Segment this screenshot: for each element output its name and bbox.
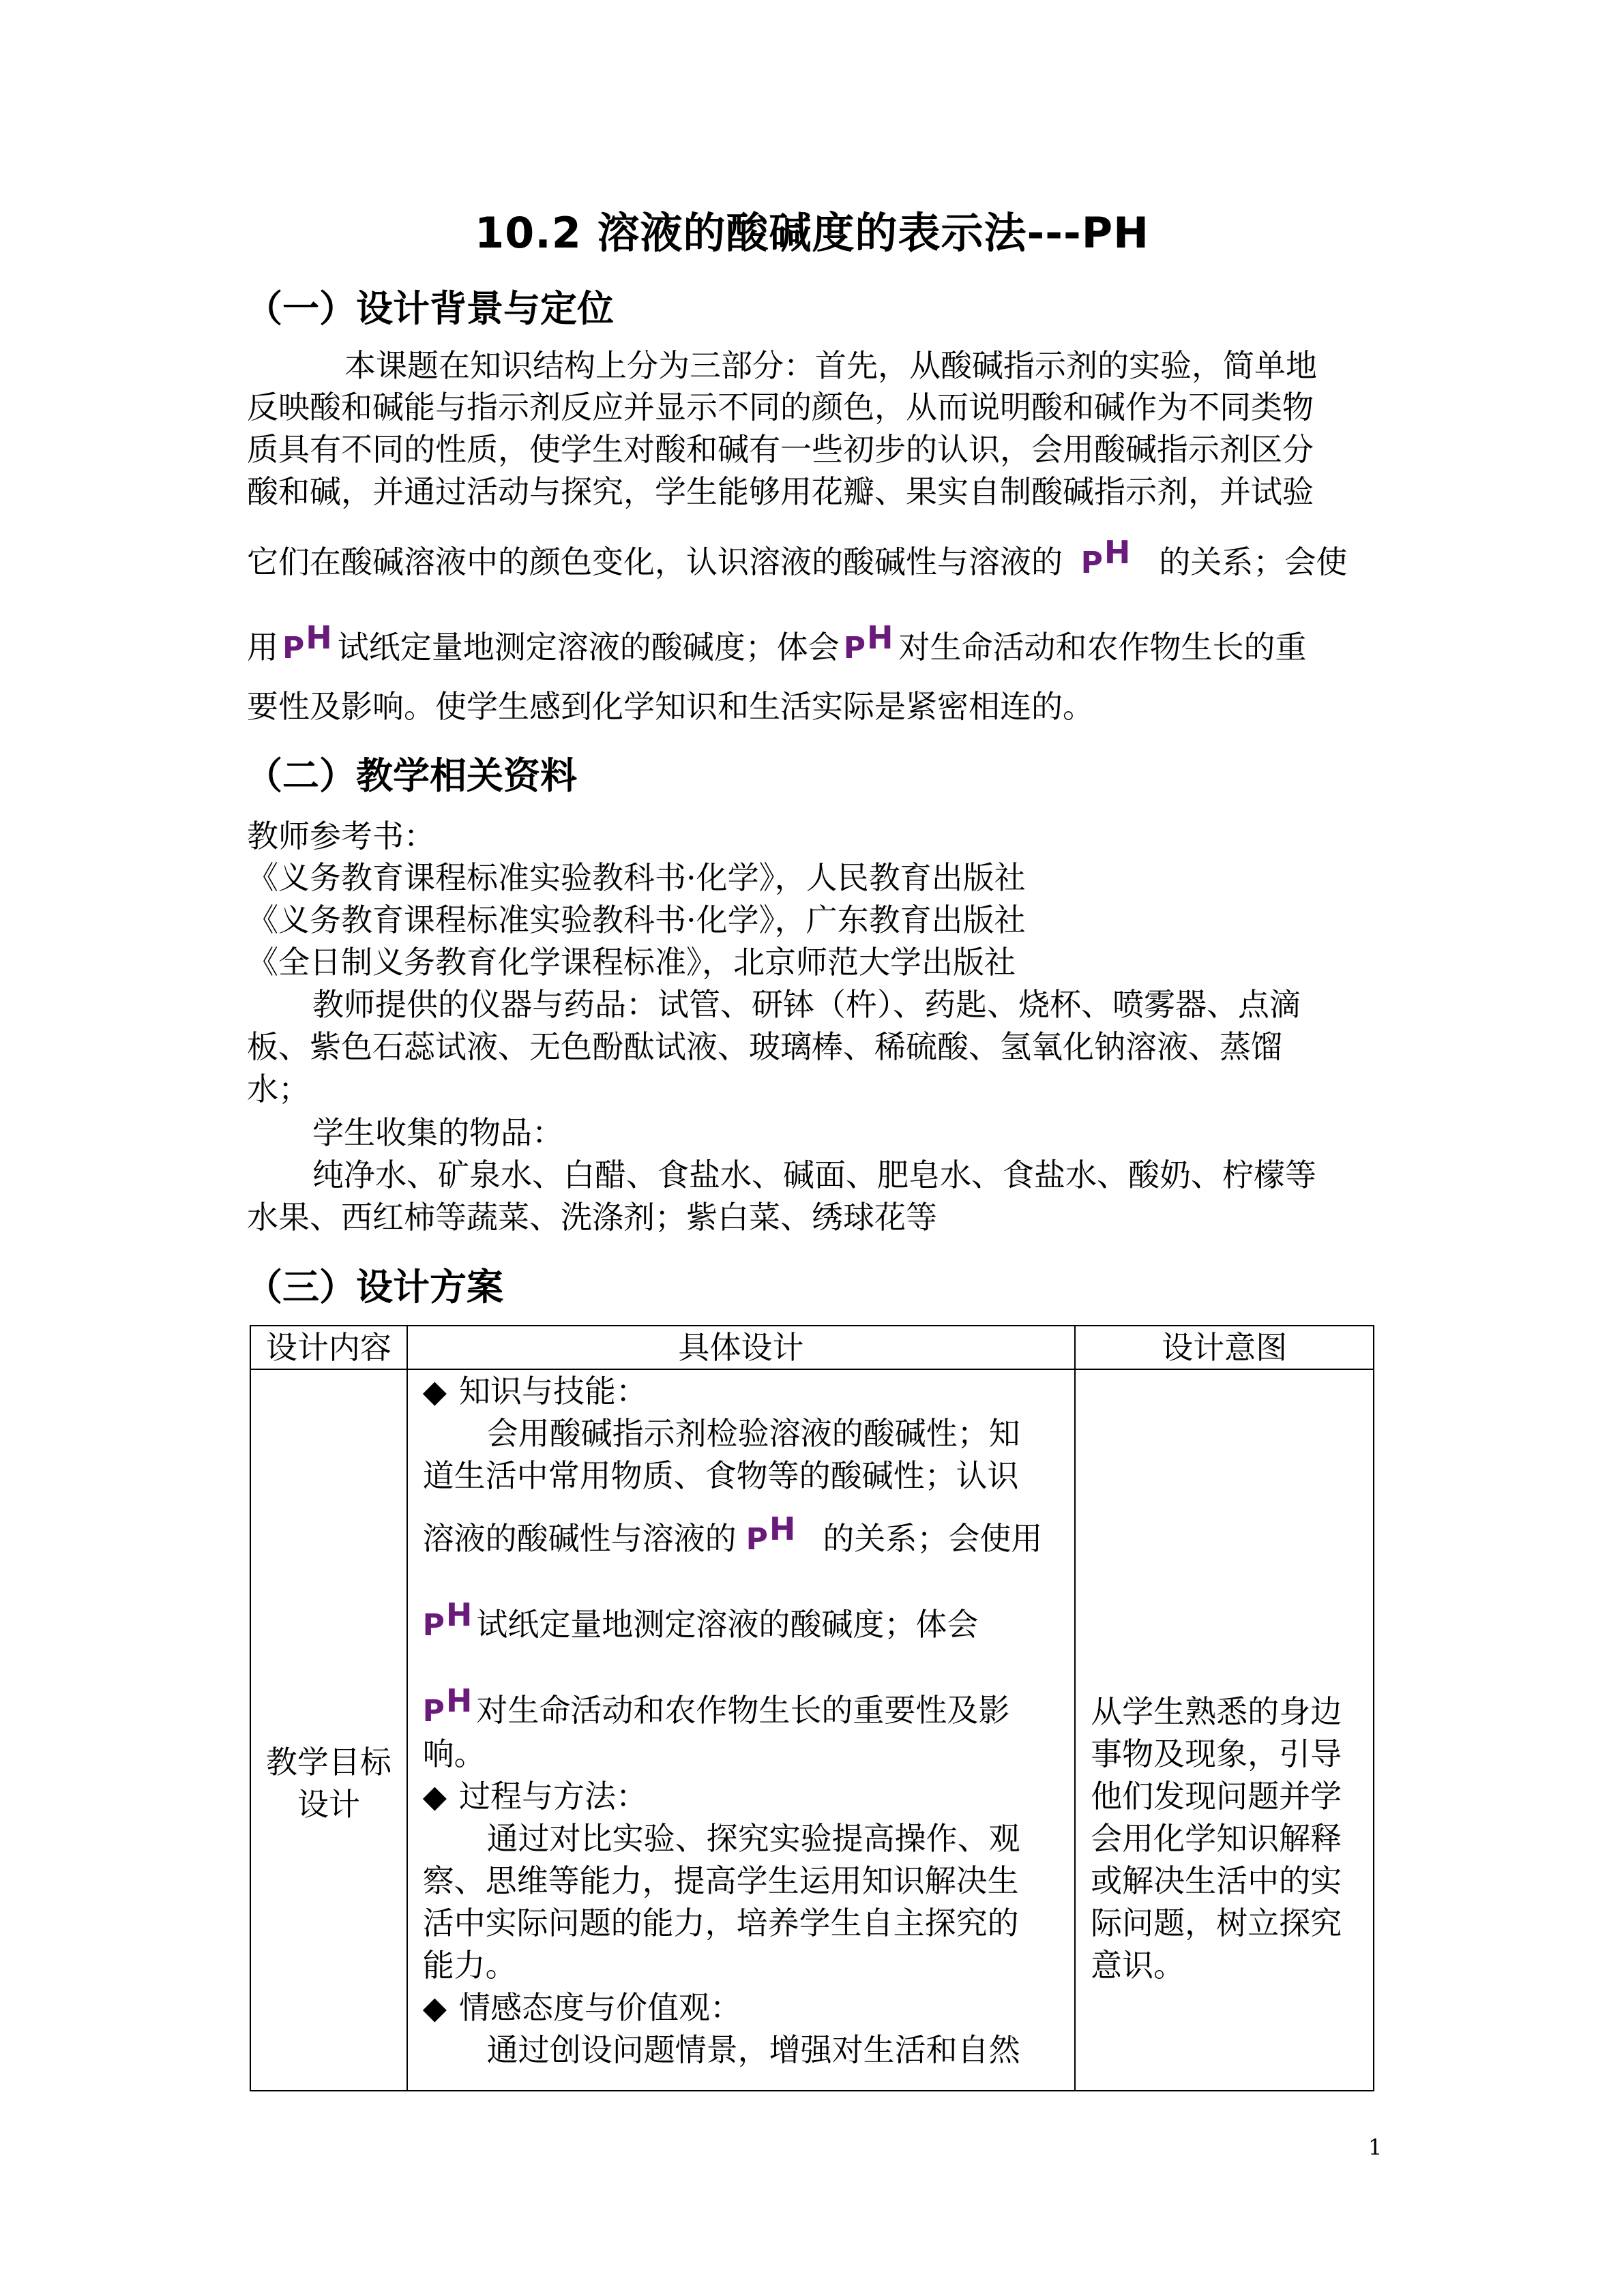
row-label-cell: [250, 1369, 407, 2091]
ph-symbol: PH: [843, 619, 894, 666]
line-text: 它们在酸碱溶液中的颜色变化，认识溶液的酸碱性与溶液的: [247, 543, 1063, 580]
bullet-item: ◆ 过程与方法：: [422, 1778, 648, 1815]
detail-line: 能力。: [422, 1947, 517, 1984]
table-row: [250, 1369, 1374, 2091]
reference-book: 《全日制义务教育化学课程标准》，北京师范大学出版社: [247, 944, 1016, 981]
bullet-item: ◆ 知识与技能：: [422, 1373, 648, 1410]
detail-line: 溶液的酸碱性与溶液的 PH 的关系；会使用: [422, 1510, 1043, 1557]
design-table: [250, 1325, 1374, 2091]
detail-line: 通过对比实验、探究实验提高操作、观: [486, 1820, 1020, 1857]
detail-line: PH 对生命活动和农作物生长的重要性及影: [422, 1682, 1010, 1729]
intent-text: 从学生熟悉的身边 事物及现象，引导 他们发现问题并学 会用化学知识解释 或解决生活中的实 际问题，树立探究 意识。: [1091, 1693, 1342, 1984]
ph-symbol: PH: [282, 619, 332, 666]
table-header-row: [250, 1326, 1374, 1369]
intent-cell: [1075, 1369, 1374, 2091]
page-number: 1: [1368, 2134, 1383, 2160]
section2-line: 学生收集的物品：: [312, 1114, 563, 1151]
ph-symbol: PH: [1080, 534, 1131, 580]
reference-book: 《义务教育课程标准实验教科书·化学》，广东教育出版社: [247, 901, 1026, 938]
section2-line: 水；: [247, 1071, 310, 1107]
ph-symbol: PH: [422, 1596, 473, 1643]
ph-symbol: PH: [745, 1510, 796, 1557]
line-text: 用: [247, 629, 278, 666]
detail-line: 会用酸碱指示剂检验溶液的酸碱性；知: [486, 1415, 1020, 1452]
section1-line: 要性及影响。使学生感到化学知识和生活实际是紧密相连的。: [247, 688, 1094, 725]
section2-line: 水果、西红柿等蔬菜、洗涤剂；紫白菜、绣球花等: [247, 1199, 937, 1236]
header-content: 设计内容: [250, 1326, 407, 1369]
page-title: 10.2 溶液的酸碱度的表示法---PH: [474, 208, 1150, 258]
section1-line: 本课题在知识结构上分为三部分：首先，从酸碱指示剂的实验，简单地: [344, 347, 1317, 384]
bullet-icon: ◆: [422, 1989, 447, 2026]
row-label: 设计: [297, 1785, 360, 1823]
reference-book: 《义务教育课程标准实验教科书·化学》，人民教育出版社: [247, 859, 1026, 896]
section1-line: [247, 619, 1307, 670]
line-text: 对生命活动和农作物生长的重: [898, 629, 1307, 666]
line-text: 试纸定量地测定溶液的酸碱度；体会: [337, 629, 840, 666]
section1-heading: （一）设计背景与定位: [246, 287, 614, 330]
header-detail: 具体设计: [407, 1326, 1076, 1369]
section2-line: 教师提供的仪器与药品：试管、研钵（杵）、药匙、烧杯、喷雾器、点滴: [312, 986, 1301, 1023]
detail-line: 察、思维等能力，提高学生运用知识解决生: [422, 1862, 1019, 1899]
section3-heading: （三）设计方案: [246, 1266, 503, 1309]
bullet-item: ◆ 情感态度与价值观：: [422, 1989, 742, 2026]
section1-line: 酸和碱，并通过活动与探究，学生能够用花瓣、果实自制酸碱指示剂，并试验: [247, 473, 1314, 510]
detail-line: PH 试纸定量地测定溶液的酸碱度；体会: [422, 1596, 979, 1643]
bullet-icon: ◆: [422, 1373, 447, 1410]
detail-cell: [407, 1369, 1076, 2091]
detail-line: 通过创设问题情景，增强对生活和自然: [486, 2031, 1020, 2068]
header-intent: 设计意图: [1075, 1326, 1374, 1369]
detail-line: 道生活中常用物质、食物等的酸碱性；认识: [422, 1457, 1019, 1494]
section1-line: [247, 534, 1348, 584]
row-label: 教学目标: [265, 1743, 392, 1780]
section1-line: 反映酸和碱能与指示剂反应并显示不同的颜色，从而说明酸和碱作为不同类物: [247, 389, 1314, 426]
line-text: 的关系；会使: [1159, 543, 1348, 580]
section2-line: 教师参考书：: [247, 818, 435, 854]
section2-heading: （二）教学相关资料: [246, 754, 577, 797]
detail-line: 响。: [422, 1735, 486, 1772]
section2-line: 纯净水、矿泉水、白醋、食盐水、碱面、肥皂水、食盐水、酸奶、柠檬等: [312, 1157, 1316, 1193]
section1-line: 质具有不同的性质，使学生对酸和碱有一些初步的认识，会用酸碱指示剂区分: [247, 431, 1314, 468]
ph-symbol: PH: [422, 1682, 473, 1729]
bullet-icon: ◆: [422, 1778, 447, 1815]
detail-line: 活中实际问题的能力，培养学生自主探究的: [422, 1905, 1019, 1941]
section2-line: 板、紫色石蕊试液、无色酚酞试液、玻璃棒、稀硫酸、氢氧化钠溶液、蒸馏: [247, 1028, 1282, 1065]
